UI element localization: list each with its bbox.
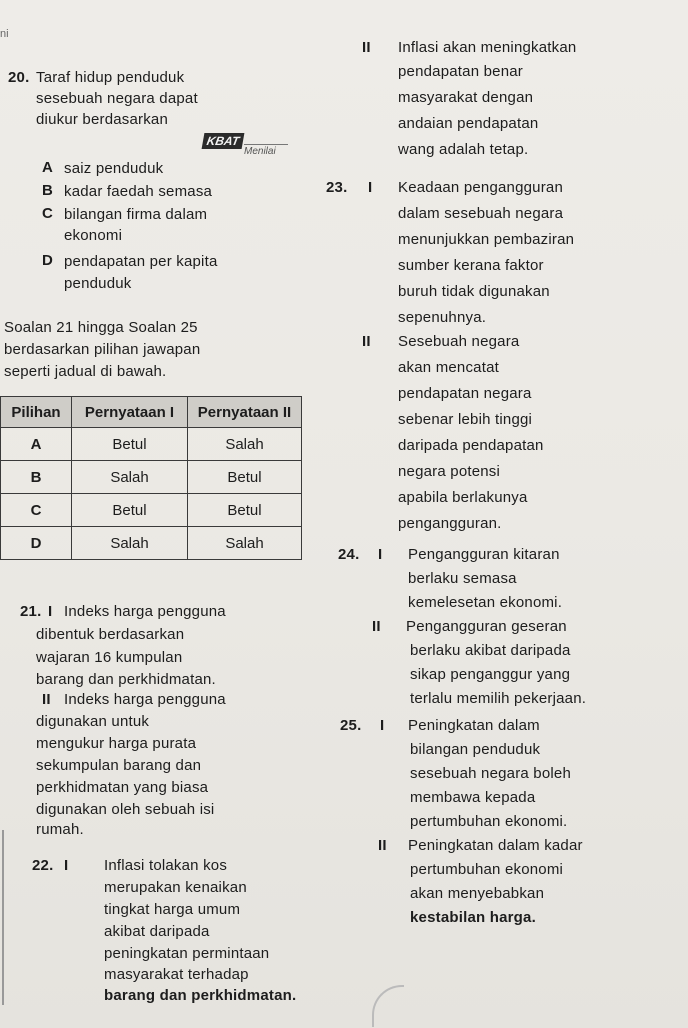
q23-statement-2-line: pengangguran. <box>398 515 502 532</box>
table-cell: Salah <box>188 527 302 560</box>
q22-statement-1-line: masyarakat terhadap <box>104 966 249 983</box>
corner-mark: ni <box>0 28 9 40</box>
table-row <box>1 527 302 560</box>
q23-statement-2-line: Sesebuah negara <box>398 333 520 350</box>
q24-statement-1-line: kemelesetan ekonomi. <box>408 594 563 611</box>
menilai-label: Menilai <box>244 146 276 157</box>
q21-statement-1-num: I <box>48 603 53 620</box>
q21-statement-2-num: II <box>42 691 51 708</box>
table-cell: B <box>1 461 72 494</box>
q22-statement-1-line: Inflasi tolakan kos <box>104 857 228 874</box>
q21-statement-2-line: sekumpulan barang dan <box>36 757 202 774</box>
q21-statement-2-line: digunakan oleh sebuah isi <box>36 801 215 818</box>
table-header-row <box>1 397 302 428</box>
table-cell: Salah <box>72 461 188 494</box>
q22-statement-2-line: andaian pendapatan <box>398 115 539 132</box>
q21-statement-1-line: Indeks harga pengguna <box>64 603 226 620</box>
q25-statement-1-line: sesebuah negara boleh <box>410 765 571 782</box>
q22-statement-2-line: masyarakat dengan <box>398 89 534 106</box>
q22-statement-1-line: peningkatan permintaan <box>104 945 270 962</box>
q23-statement-2-num: II <box>362 333 371 350</box>
q23-statement-2-line: akan mencatat <box>398 359 499 376</box>
q20-option-label: C <box>42 205 53 222</box>
instruction-line: seperti jadual di bawah. <box>4 363 167 380</box>
q23-statement-1-num: I <box>368 179 373 196</box>
q20-option-label: D <box>42 252 53 269</box>
q23-statement-2-line: pendapatan negara <box>398 385 532 402</box>
q22-statement-1-line: akibat daripada <box>104 923 210 940</box>
table-cell: Salah <box>72 527 188 560</box>
q24-statement-1-line: Pengangguran kitaran <box>408 546 560 563</box>
instruction-line: Soalan 21 hingga Soalan 25 <box>4 319 198 336</box>
answer-table <box>0 396 302 560</box>
page-curl-mark <box>372 985 404 1027</box>
kbat-badge: KBAT <box>202 133 245 149</box>
menilai-underline <box>244 144 288 145</box>
q20-option-text: ekonomi <box>64 227 123 244</box>
q23-statement-2-line: apabila berlakunya <box>398 489 528 506</box>
q22-statement-2-num: II <box>362 39 371 56</box>
q21-statement-2-line: perkhidmatan yang biasa <box>36 779 209 796</box>
q23-statement-2-line: sebenar lebih tinggi <box>398 411 533 428</box>
q20-stem-line: Taraf hidup penduduk <box>36 69 185 86</box>
table-header: Pernyataan II <box>188 397 302 428</box>
q20-option-text: pendapatan per kapita <box>64 253 218 270</box>
q22-number: 22. <box>32 857 54 874</box>
q25-statement-1-line: membawa kepada <box>410 789 536 806</box>
q22-statement-1-line: merupakan kenaikan <box>104 879 247 896</box>
table-cell: Betul <box>188 461 302 494</box>
q22-statement-1-line: tingkat harga umum <box>104 901 241 918</box>
q24-statement-2-line: Pengangguran geseran <box>406 618 567 635</box>
q23-statement-2-line: daripada pendapatan <box>398 437 544 454</box>
q23-statement-1-line: Keadaan pengangguran <box>398 179 563 196</box>
instruction-line: berdasarkan pilihan jawapan <box>4 341 201 358</box>
q23-statement-2-line: negara potensi <box>398 463 501 480</box>
table-row <box>1 494 302 527</box>
q22-statement-1-line: barang dan perkhidmatan. <box>104 987 297 1004</box>
table-row <box>1 428 302 461</box>
q23-statement-1-line: sumber kerana faktor <box>398 257 544 274</box>
q25-statement-1-line: bilangan penduduk <box>410 741 541 758</box>
q20-option-text: kadar faedah semasa <box>64 183 213 200</box>
q20-option-label: A <box>42 159 53 176</box>
q21-statement-2-line: digunakan untuk <box>36 713 150 730</box>
table-cell: D <box>1 527 72 560</box>
q24-statement-2-line: terlalu memilih pekerjaan. <box>410 690 587 707</box>
table-header: Pilihan <box>1 397 72 428</box>
q25-number: 25. <box>340 717 362 734</box>
q23-statement-1-line: menunjukkan pembaziran <box>398 231 575 248</box>
q21-statement-2-line: Indeks harga pengguna <box>64 691 226 708</box>
q24-number: 24. <box>338 546 360 563</box>
q23-number: 23. <box>326 179 348 196</box>
q24-statement-2-line: berlaku akibat daripada <box>410 642 571 659</box>
q24-statement-1-num: I <box>378 546 383 563</box>
q22-statement-1-num: I <box>64 857 69 874</box>
table-cell: Betul <box>72 428 188 461</box>
q20-option-text: penduduk <box>64 275 132 292</box>
q21-statement-1-line: dibentuk berdasarkan <box>36 626 185 643</box>
q23-statement-1-line: buruh tidak digunakan <box>398 283 550 300</box>
table-cell: Betul <box>72 494 188 527</box>
q21-number: 21. <box>20 603 42 620</box>
table-row <box>1 461 302 494</box>
q21-statement-1-line: wajaran 16 kumpulan <box>36 649 183 666</box>
q20-number: 20. <box>8 69 30 86</box>
q25-statement-2-num: II <box>378 837 387 854</box>
table-cell: Salah <box>188 428 302 461</box>
q20-option-text: saiz penduduk <box>64 160 164 177</box>
table-cell: A <box>1 428 72 461</box>
q21-statement-1-line: barang dan perkhidmatan. <box>36 671 216 688</box>
q21-statement-2-line: rumah. <box>36 821 84 838</box>
q25-statement-1-num: I <box>380 717 385 734</box>
q25-statement-2-line: kestabilan harga. <box>410 909 536 926</box>
q20-option-label: B <box>42 182 53 199</box>
q25-statement-2-line: Peningkatan dalam kadar <box>408 837 583 854</box>
table-cell: Betul <box>188 494 302 527</box>
table-header: Pernyataan I <box>72 397 188 428</box>
q25-statement-2-line: pertumbuhan ekonomi <box>410 861 564 878</box>
q24-statement-2-line: sikap penganggur yang <box>410 666 571 683</box>
q25-statement-1-line: Peningkatan dalam <box>408 717 540 734</box>
q20-stem-line: diukur berdasarkan <box>36 111 169 128</box>
q25-statement-1-line: pertumbuhan ekonomi. <box>410 813 568 830</box>
q25-statement-2-line: akan menyebabkan <box>410 885 545 902</box>
q24-statement-1-line: berlaku semasa <box>408 570 517 587</box>
q20-stem-line: sesebuah negara dapat <box>36 90 198 107</box>
q23-statement-1-line: dalam sesebuah negara <box>398 205 564 222</box>
margin-line <box>2 830 4 1005</box>
q24-statement-2-num: II <box>372 618 381 635</box>
q23-statement-1-line: sepenuhnya. <box>398 309 487 326</box>
q22-statement-2-line: wang adalah tetap. <box>398 141 529 158</box>
table-cell: C <box>1 494 72 527</box>
q20-option-text: bilangan firma dalam <box>64 206 208 223</box>
q22-statement-2-line: Inflasi akan meningkatkan <box>398 39 577 56</box>
q21-statement-2-line: mengukur harga purata <box>36 735 197 752</box>
q22-statement-2-line: pendapatan benar <box>398 63 523 80</box>
